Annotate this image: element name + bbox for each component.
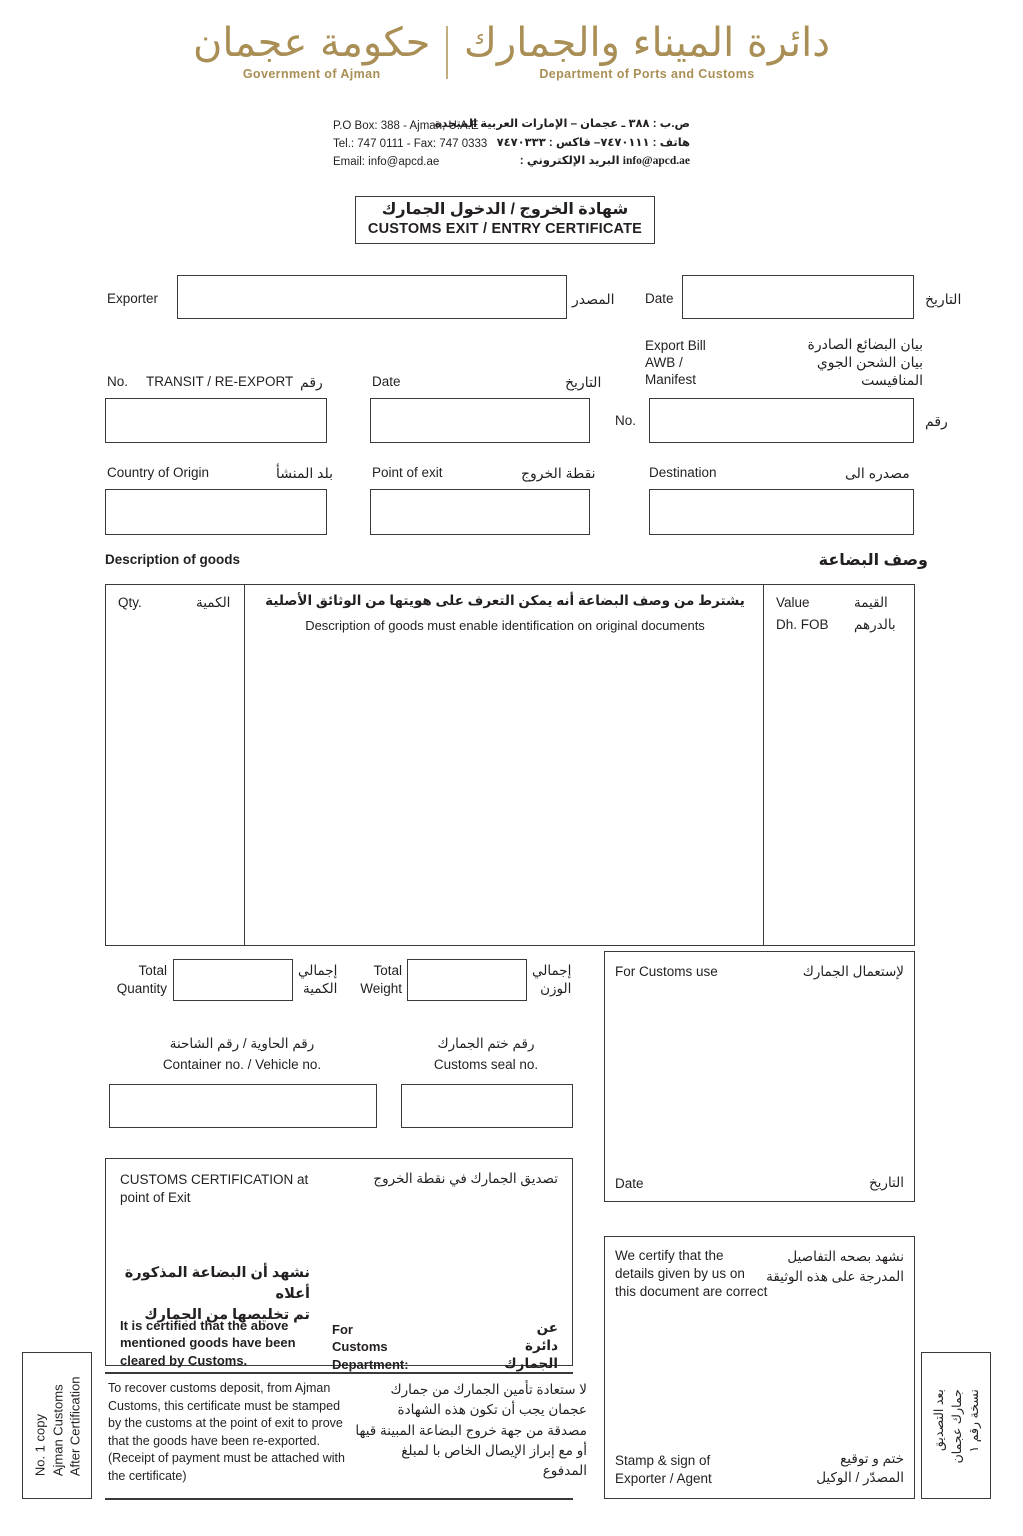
for-customs-department-en-3: Department:	[332, 1356, 409, 1372]
point-exit-label-en: Point of exit	[372, 465, 443, 480]
qty-header-en: Qty.	[118, 595, 142, 610]
for-customs-use-label-ar: لإستعمال الجمارك	[802, 964, 904, 979]
export-bill-no-label-en: No.	[615, 413, 637, 428]
container-no-label-ar: رقم الحاوية / رقم الشاحنة	[169, 1036, 315, 1051]
for-customs-department-en-2: Customs	[332, 1339, 388, 1355]
destination-label-ar: مصدره الى	[845, 465, 910, 481]
exporter-certify-ar	[766, 1247, 904, 1286]
total-quantity-label-en	[107, 962, 167, 997]
certification-body-en	[120, 1317, 296, 1369]
goods-section-label-ar: وصف البضاعة	[818, 552, 928, 569]
deposit-note-top-rule	[105, 1372, 573, 1374]
customs-seal-input[interactable]	[401, 1084, 573, 1128]
copy-mark-left-box	[22, 1352, 92, 1499]
transit-label-ar: رقم	[300, 374, 323, 390]
customs-seal-label-ar: رقم ختم الجمارك	[437, 1036, 535, 1051]
header-logo	[0, 22, 1023, 81]
certification-heading-ar: تصديق الجمارك في نقطة الخروج	[373, 1171, 558, 1186]
export-bill-label-ar	[808, 335, 923, 390]
copy-mark-left-2: Ajman Customs	[50, 1384, 66, 1477]
logo-english-government: Government of Ajman	[242, 67, 381, 81]
copy-mark-left-wrap	[23, 1353, 93, 1500]
exporter-certify-en-1: We certify that the	[615, 1248, 724, 1263]
transit-no-input[interactable]	[105, 398, 327, 443]
deposit-note-bottom-rule	[105, 1498, 573, 1500]
page-title	[355, 196, 655, 244]
destination-label-en: Destination	[649, 465, 717, 480]
deposit-note-english: To recover customs deposit, from Ajman Customs, this certificate must be stamped by the customs at the point of exit to prove that the goods have been re-exported. (Receipt of payment must be attached with the certificate)	[108, 1381, 345, 1483]
stamp-sign-label-en	[615, 1452, 712, 1488]
destination-input[interactable]	[649, 489, 914, 535]
for-customs-use-date-en: Date	[615, 1176, 644, 1191]
copy-mark-left-3: After Certification	[67, 1376, 83, 1477]
point-exit-input[interactable]	[370, 489, 590, 535]
export-bill-no-label-ar: رقم	[925, 413, 948, 429]
email-arabic-row	[435, 152, 690, 171]
certification-heading-en-2: point of Exit	[120, 1189, 191, 1205]
transit-reexport-label: TRANSIT / RE-EXPORT	[146, 374, 294, 389]
email-arabic-label: البريد الإلكتروني :	[519, 155, 620, 168]
export-bill-ar-line-1: بيان البضائع الصادرة	[807, 336, 923, 352]
qty-header-ar: الكمية	[196, 595, 231, 610]
page-title-arabic: شهادة الخروج / الدخول الجمارك	[381, 201, 629, 218]
exporter-input[interactable]	[177, 275, 567, 319]
for-customs-department-en-1: For	[332, 1322, 353, 1337]
transit-date-label-en: Date	[372, 374, 401, 389]
certification-body-en-3: cleared by Customs.	[120, 1352, 248, 1368]
customs-certification-box[interactable]	[105, 1158, 573, 1372]
copy-mark-left-1: No. 1 copy	[32, 1414, 48, 1477]
goods-desc-header-en: Description of goods must enable identification on original documents	[305, 618, 705, 633]
total-quantity-label-ar	[298, 962, 337, 997]
goods-section-label-en: Description of goods	[105, 552, 240, 567]
logo-arabic-government: حكومة عجمان	[192, 20, 431, 66]
logo-english-department: Department of Ports and Customs	[539, 67, 755, 81]
exporter-certify-en-2: details given by us on	[615, 1265, 745, 1281]
total-weight-label-ar-1: إجمالي	[532, 963, 572, 978]
value-header-ar-2: بالدرهم	[854, 617, 896, 632]
point-exit-label-ar: نقطة الخروج	[521, 465, 596, 481]
copy-mark-right-2: جمارك عجمان	[949, 1389, 964, 1464]
export-bill-line-3: Manifest	[645, 371, 697, 387]
logo-divider	[446, 26, 448, 79]
email-arabic-value: info@apcd.ae	[622, 155, 690, 168]
country-origin-input[interactable]	[105, 489, 327, 535]
value-header-en-2: Dh. FOB	[776, 617, 829, 632]
copy-mark-right-box	[921, 1352, 991, 1499]
po-box-arabic: ص.ب : ٣٨٨ ـ عجمان – الإمارات العربية المتحدة	[434, 118, 690, 130]
total-quantity-label-ar-1: إجمالي	[298, 963, 338, 978]
export-bill-line-2: AWB /	[645, 354, 683, 370]
total-quantity-label-ar-2: الكمية	[302, 980, 338, 996]
date-input[interactable]	[682, 275, 914, 319]
total-quantity-label-en-1: Total	[138, 963, 167, 978]
date-label-ar: التاريخ	[925, 291, 962, 307]
for-customs-use-label-en: For Customs use	[615, 964, 718, 979]
certification-body-ar-2: تم تخليصها من الجمارك	[144, 1307, 310, 1324]
exporter-label-ar: المصدر	[572, 291, 615, 307]
copy-mark-left-text	[32, 1377, 85, 1477]
stamp-sign-label-ar	[816, 1450, 904, 1488]
date-label-en: Date	[645, 291, 674, 306]
total-weight-label-ar-2: الوزن	[540, 980, 572, 996]
container-no-input[interactable]	[109, 1084, 377, 1128]
certification-body-ar-1: نشهد أن البضاعة المذكورة أعلاه	[124, 1265, 310, 1303]
transit-date-label-ar: التاريخ	[565, 374, 602, 390]
certification-body-en-1: It is certified that the above	[120, 1318, 289, 1333]
customs-seal-label-en: Customs seal no.	[433, 1057, 539, 1072]
total-quantity-label-en-2: Quantity	[116, 980, 167, 996]
for-customs-department-ar-2: دائرة	[525, 1337, 558, 1353]
container-no-label-en: Container no. / Vehicle no.	[162, 1057, 322, 1072]
total-weight-label-en	[352, 962, 402, 997]
country-origin-label-en: Country of Origin	[107, 465, 210, 480]
tel-fax-english: Tel.: 747 0111 - Fax: 747 0333	[333, 137, 488, 150]
for-customs-department-ar	[504, 1319, 558, 1373]
goods-desc-header-ar: يشترط من وصف البضاعة أنه يمكن التعرف على هويتها من الوثائق الأصلية	[265, 593, 745, 608]
total-weight-label-ar	[532, 962, 571, 997]
logo-government-of-ajman	[179, 22, 444, 81]
value-header-ar-1: القيمة	[854, 595, 888, 610]
total-weight-label-en-2: Weight	[360, 980, 402, 996]
transit-no-label: No.	[107, 374, 129, 389]
export-bill-ar-line-2: بيان الشحن الجوي	[816, 354, 923, 371]
exporter-certify-en-3: this document are correct	[615, 1283, 768, 1299]
export-bill-ar-line-3: المنافيست	[861, 372, 923, 389]
copy-mark-right-1: نسخة رقم ١	[966, 1389, 981, 1453]
copy-mark-right-3: بعد التصديق	[931, 1389, 946, 1452]
stamp-sign-label-ar-2: المصدّر / الوكيل	[816, 1470, 904, 1486]
total-weight-input[interactable]	[407, 959, 527, 1001]
tel-fax-arabic: هاتف : ٧٤٧٠١١١– فاكس : ٧٤٧٠٣٣٣	[496, 136, 690, 149]
po-box-english: P.O Box: 388 - Ajman, U.A.E	[333, 120, 479, 132]
value-header-en-1: Value	[776, 595, 810, 610]
country-origin-label-ar: بلد المنشأ	[276, 465, 333, 481]
email-english: Email: info@apcd.ae	[333, 155, 440, 168]
goods-entry-area[interactable]	[106, 645, 914, 945]
stamp-sign-label-en-2: Exporter / Agent	[615, 1471, 712, 1487]
certification-heading-en-1: CUSTOMS CERTIFICATION at	[120, 1172, 309, 1187]
for-customs-department-en	[332, 1321, 409, 1373]
exporter-certify-box[interactable]	[604, 1236, 915, 1499]
stamp-sign-label-en-1: Stamp & sign of	[615, 1453, 711, 1469]
total-weight-label-en-1: Total	[373, 963, 402, 978]
certification-heading-en	[120, 1171, 308, 1206]
stamp-sign-label-ar-1: ختم و توقيع	[840, 1451, 904, 1467]
for-customs-use-box[interactable]	[604, 951, 915, 1202]
total-quantity-input[interactable]	[173, 959, 293, 1001]
exporter-certify-ar-1: نشهد بصحه التفاصيل	[787, 1249, 904, 1264]
for-customs-use-date-ar: التاريخ	[868, 1175, 904, 1190]
exporter-certify-en	[615, 1247, 767, 1301]
page-title-english: CUSTOMS EXIT / ENTRY CERTIFICATE	[367, 221, 643, 237]
goods-table	[105, 584, 915, 946]
logo-department-of-ports-and-customs	[450, 22, 844, 81]
copy-mark-right-wrap	[922, 1353, 992, 1500]
logo-arabic-department: دائرة الميناء والجمارك	[463, 20, 831, 66]
certification-body-en-2: mentioned goods have been	[120, 1335, 296, 1351]
for-customs-department-ar-3: الجمارك	[504, 1355, 558, 1371]
export-bill-no-input[interactable]	[649, 398, 914, 443]
deposit-note-arabic: لا ستعادة تأمين الجمارك من جمارك عجمان يجب أن تكون هذه الشهادة مصدقة من جهة خروج البضاعة المبينة قيها أو مع إبراز الإيصال الخاص با لمبلغ المدفوع	[355, 1382, 587, 1478]
transit-date-input[interactable]	[370, 398, 590, 443]
contact-info-arabic	[435, 115, 690, 171]
export-bill-line-1: Export Bill	[645, 338, 706, 353]
export-bill-label-en	[645, 338, 706, 389]
exporter-label-en: Exporter	[107, 291, 159, 306]
copy-mark-right-text	[931, 1389, 984, 1463]
for-customs-department-ar-1: عن	[536, 1320, 558, 1335]
exporter-certify-ar-2: المدرجة على هذه الوثيقة	[766, 1268, 904, 1284]
